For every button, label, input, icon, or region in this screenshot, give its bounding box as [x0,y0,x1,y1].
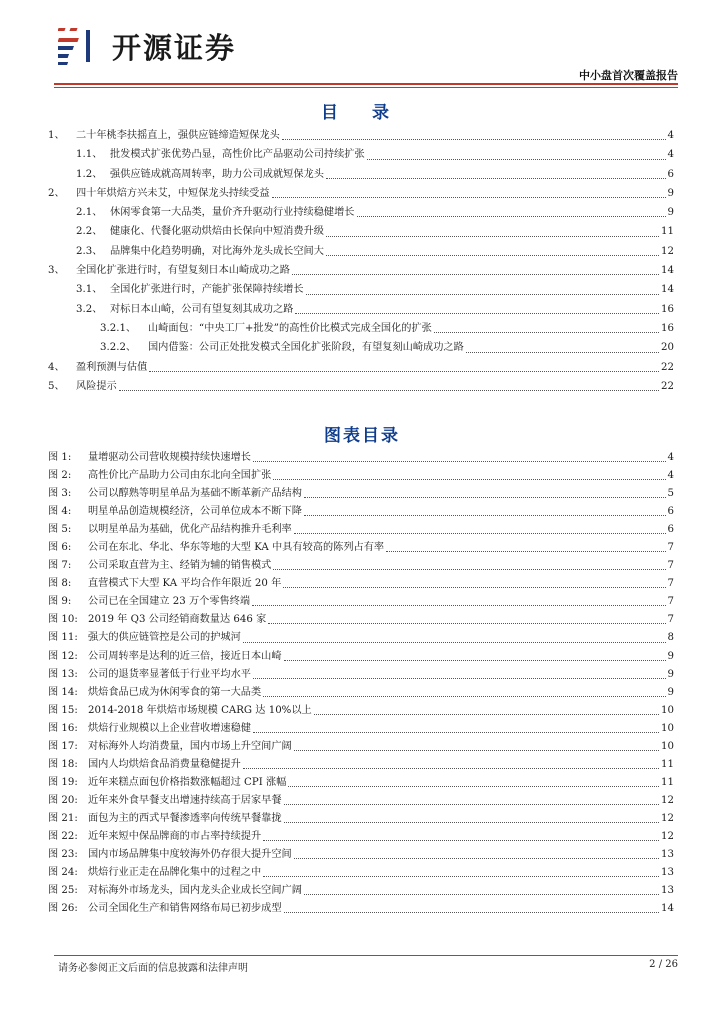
toc-entry-text: 全国化扩张进行时，有望复刻日本山崎成功之路 [76,265,290,277]
figure-leader-dots [314,714,659,715]
figure-leader-dots [284,822,659,823]
figure-entry-label: 对标海外市场龙头，国内龙头企业成长空间广阔 [88,885,302,897]
toc-entry-text: 对标日本山崎，公司有望复刻其成功之路 [110,303,294,315]
figure-entry-label: 公司的退货率显著低于行业平均水平 [88,668,251,680]
brand-name: 开源证券 [112,30,237,65]
figure-entry-label: 近年来外食早餐支出增速持续高于居家早餐 [88,794,282,806]
toc-entry-text: 批发模式扩张优势凸显，高性价比产品驱动公司持续扩张 [110,149,365,161]
page-header [0,0,724,86]
toc-leader-dots [357,216,666,217]
figure-entry-page: 14 [661,903,674,915]
toc-entry-number: 3.2.1、 [100,322,137,334]
figure-entry-label: 公司在东北、华北、华东等地的大型 KA 中具有较高的陈列占有率 [88,542,385,554]
figure-leader-dots [273,569,665,570]
toc-entry[interactable] [48,319,674,338]
figure-entry-page: 5 [667,488,674,500]
figure-leader-dots [273,479,665,480]
figure-entry[interactable] [48,449,674,467]
figure-leader-dots [284,804,659,805]
toc-entry-number: 3、 [48,265,65,277]
toc-entry-label [48,358,147,377]
figure-entry-label: 公司全国化生产和销售网络布局已初步成型 [88,903,282,915]
toc-entry-number: 2.1、 [76,207,103,219]
figure-entry-page: 9 [667,668,674,680]
figure-list [48,449,674,918]
figure-entry-number: 图 24: [48,867,78,879]
figure-leader-dots [268,623,665,624]
toc-entry-page: 9 [667,207,674,219]
figure-entry-label: 烘焙食品已成为休闲零食的第一大品类 [88,686,262,698]
toc-leader-dots [272,197,666,198]
toc-entry-label [48,377,117,396]
figure-entry-label: 强大的供应链管控是公司的护城河 [88,632,241,644]
figure-entry[interactable] [48,720,674,738]
toc-entry-page: 20 [661,342,674,354]
figure-entry[interactable] [48,756,674,774]
figure-entry-number: 图 22: [48,830,78,842]
figure-entry-number: 图 20: [48,794,78,806]
figure-entry-page: 7 [667,560,674,572]
toc-entry[interactable] [48,126,674,145]
figure-entry[interactable] [48,810,674,828]
figure-entry-number: 图 19: [48,776,78,788]
toc-leader-dots [326,255,659,256]
figure-entry-number: 图 17: [48,740,78,752]
toc-entry-label [76,300,293,319]
toc-entry-label [76,203,355,222]
figure-entry[interactable] [48,485,674,503]
toc-entry[interactable] [48,242,674,261]
toc-entry-number: 3.2.2、 [100,342,137,354]
figure-entry[interactable] [48,521,674,539]
figure-leader-dots [253,461,666,462]
figure-entry-number: 图 5: [48,524,72,536]
toc-entry-page: 16 [661,303,674,315]
figure-leader-dots [253,732,659,733]
brand-logo [58,24,278,68]
toc-entry-text: 品牌集中化趋势明确，对比海外龙头成长空间大 [110,245,324,257]
figure-entry-number: 图 9: [48,596,72,608]
toc-entry[interactable] [48,358,674,377]
figure-entry[interactable] [48,792,674,810]
toc-leader-dots [282,139,666,140]
figure-entry-number: 图 11: [48,632,78,644]
toc-entry-text: 休闲零食第一大品类，量价齐升驱动行业持续稳健增长 [110,207,355,219]
figure-leader-dots [386,551,665,552]
figure-entry-page: 7 [667,578,674,590]
toc-entry-number: 2.2、 [76,226,103,238]
figure-entry-number: 图 15: [48,704,78,716]
figure-entry-page: 12 [661,830,674,842]
toc-entry[interactable] [48,261,674,280]
figure-leader-dots [304,515,666,516]
figure-entry-page: 12 [661,812,674,824]
toc-entry[interactable] [48,280,674,299]
figure-entry-label: 对标海外人均消费量，国内市场上升空间广阔 [88,740,292,752]
toc-leader-dots [434,332,659,333]
figure-entry-label: 公司周转率是达利的近三倍，接近日本山崎 [88,650,282,662]
figure-entry[interactable] [48,629,674,647]
figure-entry-label: 烘焙行业规模以上企业营收增速稳健 [88,722,251,734]
toc-entry-text: 山崎面包：“中央工厂+批发”的高性价比模式完成全国化的扩张 [148,322,432,334]
toc-entry[interactable] [48,338,674,357]
figure-entry-page: 13 [661,849,674,861]
toc-entry-number: 3.1、 [76,284,103,296]
toc-entry-number: 4、 [48,361,65,373]
figure-entry-number: 图 2: [48,470,72,482]
figure-entry-page: 7 [667,614,674,626]
figure-entry-page: 10 [661,704,674,716]
toc-entry-label [76,165,324,184]
figure-entry-page: 8 [667,632,674,644]
figure-leader-dots [253,678,666,679]
figure-entry-number: 图 25: [48,885,78,897]
toc-entry-number: 1、 [48,130,65,141]
toc-entry-label [76,145,365,164]
toc-entry-page: 14 [661,265,674,277]
figure-entry-page: 7 [667,542,674,554]
footer-disclaimer: 请务必参阅正文后面的信息披露和法律声明 [58,963,248,974]
figure-leader-dots [294,533,666,534]
toc-entry-text: 全国化扩张进行时，产能扩张保障持续增长 [110,284,304,296]
figure-entry-label: 公司采取直营为主、经销为辅的销售模式 [88,560,272,572]
figure-entry-page: 12 [661,794,674,806]
toc-entry-text: 盈利预测与估值 [76,361,148,373]
figure-entry-label: 公司以醇熟等明星单品为基础不断革新产品结构 [88,488,302,500]
toc-entry-page: 12 [661,245,674,257]
figure-leader-dots [263,840,659,841]
toc-list [48,126,674,396]
figure-entry-label: 面包为主的西式早餐渗透率向传统早餐靠拢 [88,812,282,824]
figure-entry-label: 2019 年 Q3 公司经销商数量达 646 家 [88,614,267,626]
figure-entry-number: 图 3: [48,488,72,500]
header-divider [54,83,678,85]
figure-entry-page: 10 [661,722,674,734]
figure-leader-dots [243,768,659,769]
figure-entry[interactable] [48,648,674,666]
figure-entry-number: 图 6: [48,542,72,554]
toc-entry-label [76,222,324,241]
figure-entry-number: 图 4: [48,506,72,518]
toc-entry-label [48,184,270,203]
figure-entry-label: 近年来短中保品牌商的市占率持续提升 [88,830,262,842]
figure-leader-dots [284,912,659,913]
toc-entry-label [76,242,324,261]
figure-entry-page: 13 [661,867,674,879]
figure-entry-page: 4 [667,470,674,482]
figure-entry-number: 图 21: [48,812,78,824]
toc-entry-text: 国内借鉴：公司正处批发模式全国化扩张阶段，有望复刻山崎成功之路 [148,342,464,354]
figure-leader-dots [294,750,659,751]
toc-leader-dots [149,371,659,372]
figure-entry-label: 烘焙行业正走在品牌化集中的过程之中 [88,867,262,879]
toc-entry-label [100,338,464,357]
toc-entry[interactable] [48,222,674,241]
figure-entry[interactable] [48,503,674,521]
figure-entry[interactable] [48,684,674,702]
toc-leader-dots [306,294,659,295]
figure-entry-label: 近年来糕点面包价格指数涨幅超过 CPI 涨幅 [88,776,287,788]
figure-entry-label: 明星单品创造规模经济，公司单位成本不断下降 [88,506,302,518]
figure-entry[interactable] [48,539,674,557]
figure-leader-dots [243,642,666,643]
toc-entry[interactable] [48,184,674,203]
page-number: 2 / 26 [649,959,678,970]
figure-entry-label: 国内人均烘焙食品消费量稳健提升 [88,758,241,770]
figure-entry-number: 图 1: [48,452,72,463]
toc-entry[interactable] [48,145,674,164]
figure-entry[interactable] [48,900,674,918]
toc-entry[interactable] [48,377,674,396]
toc-entry-page: 22 [661,380,674,392]
toc-entry-page: 22 [661,361,674,373]
figure-leader-dots [304,894,659,895]
figure-list-title: 图表目录 [324,426,400,446]
figure-entry-number: 图 16: [48,722,78,734]
toc-entry[interactable] [48,300,674,319]
figure-entry[interactable] [48,882,674,900]
toc-entry[interactable] [48,203,674,222]
figure-entry-page: 4 [667,452,674,463]
figure-entry-label: 国内市场品牌集中度较海外仍存很大提升空间 [88,849,292,861]
figure-entry-page: 9 [667,650,674,662]
toc-leader-dots [466,352,659,353]
toc-entry-number: 1.2、 [76,168,103,180]
brand-logo-icon [58,24,102,68]
toc-leader-dots [367,159,666,160]
toc-entry-page: 9 [667,187,674,199]
figure-entry-page: 10 [661,740,674,752]
figure-leader-dots [288,786,659,787]
toc-entry-label [48,126,280,145]
figure-entry-label: 2014-2018 年烘焙市场规模 CARG 达 10%以上 [88,704,312,716]
figure-entry[interactable] [48,557,674,575]
figure-entry-number: 图 10: [48,614,78,626]
toc-entry[interactable] [48,165,674,184]
toc-entry-text: 风险提示 [76,380,117,392]
toc-entry-page: 14 [661,284,674,296]
figure-entry-page: 11 [661,776,674,788]
figure-entry-page: 13 [661,885,674,897]
figure-leader-dots [263,696,665,697]
figure-entry[interactable] [48,666,674,684]
toc-entry-number: 2.3、 [76,245,103,257]
report-type: 中小盘首次覆盖报告 [579,69,678,82]
figure-entry-page: 11 [661,758,674,770]
figure-entry-number: 图 14: [48,686,78,698]
toc-leader-dots [295,313,659,314]
figure-entry-number: 图 23: [48,849,78,861]
figure-leader-dots [283,587,665,588]
footer-divider [54,955,678,956]
figure-leader-dots [284,660,666,661]
toc-leader-dots [119,390,659,391]
toc-entry-text: 二十年桃李扶摇直上，强供应链缔造短保龙头 [76,130,280,141]
toc-entry-page: 16 [661,322,674,334]
figure-entry-number: 图 8: [48,578,72,590]
figure-entry-number: 图 26: [48,903,78,915]
figure-entry-number: 图 13: [48,668,78,680]
toc-entry-page: 4 [667,149,674,161]
figure-entry-label: 高性价比产品助力公司由东北向全国扩张 [88,470,272,482]
figure-entry-label: 以明星单品为基础，优化产品结构推升毛利率 [88,524,292,536]
figure-entry-page: 7 [667,596,674,608]
figure-leader-dots [263,876,659,877]
figure-entry[interactable] [48,864,674,882]
figure-entry[interactable] [48,467,674,485]
toc-entry-page: 6 [667,168,674,180]
toc-entry-label [48,261,290,280]
figure-entry[interactable] [48,575,674,593]
figure-entry[interactable] [48,702,674,720]
toc-entry-page: 4 [667,130,674,141]
figure-entry-page: 6 [667,506,674,518]
toc-entry-number: 3.2、 [76,303,103,315]
toc-entry-text: 强供应链成就高周转率，助力公司成就短保龙头 [110,168,324,180]
figure-leader-dots [304,497,666,498]
figure-entry[interactable] [48,738,674,756]
toc-entry-number: 1.1、 [76,149,103,161]
toc-leader-dots [326,178,666,179]
toc-title: 目 录 [321,103,403,123]
figure-entry-label: 量增驱动公司营收规模持续快速增长 [88,452,251,463]
toc-entry-label [100,319,432,338]
figure-leader-dots [252,605,665,606]
figure-entry-label: 公司已在全国建立 23 万个零售终端 [88,596,251,608]
figure-entry[interactable] [48,593,674,611]
figure-entry-page: 6 [667,524,674,536]
figure-entry[interactable] [48,774,674,792]
figure-leader-dots [294,858,659,859]
figure-entry-number: 图 12: [48,650,78,662]
toc-leader-dots [326,236,659,237]
toc-entry-text: 健康化、代餐化驱动烘焙由长保向中短消费升级 [110,226,324,238]
figure-entry-number: 图 18: [48,758,78,770]
figure-entry-number: 图 7: [48,560,72,572]
toc-entry-number: 2、 [48,187,65,199]
toc-entry-text: 四十年烘焙方兴未艾，中短保龙头持续受益 [76,187,270,199]
header-divider-thin [54,87,678,88]
figure-entry[interactable] [48,846,674,864]
toc-leader-dots [292,274,659,275]
toc-entry-page: 11 [661,226,674,238]
figure-entry-page: 9 [667,686,674,698]
figure-entry-label: 直营模式下大型 KA 平均合作年限近 20 年 [88,578,282,590]
toc-entry-number: 5、 [48,380,65,392]
toc-entry-label [76,280,304,299]
figure-entry[interactable] [48,828,674,846]
figure-entry[interactable] [48,611,674,629]
